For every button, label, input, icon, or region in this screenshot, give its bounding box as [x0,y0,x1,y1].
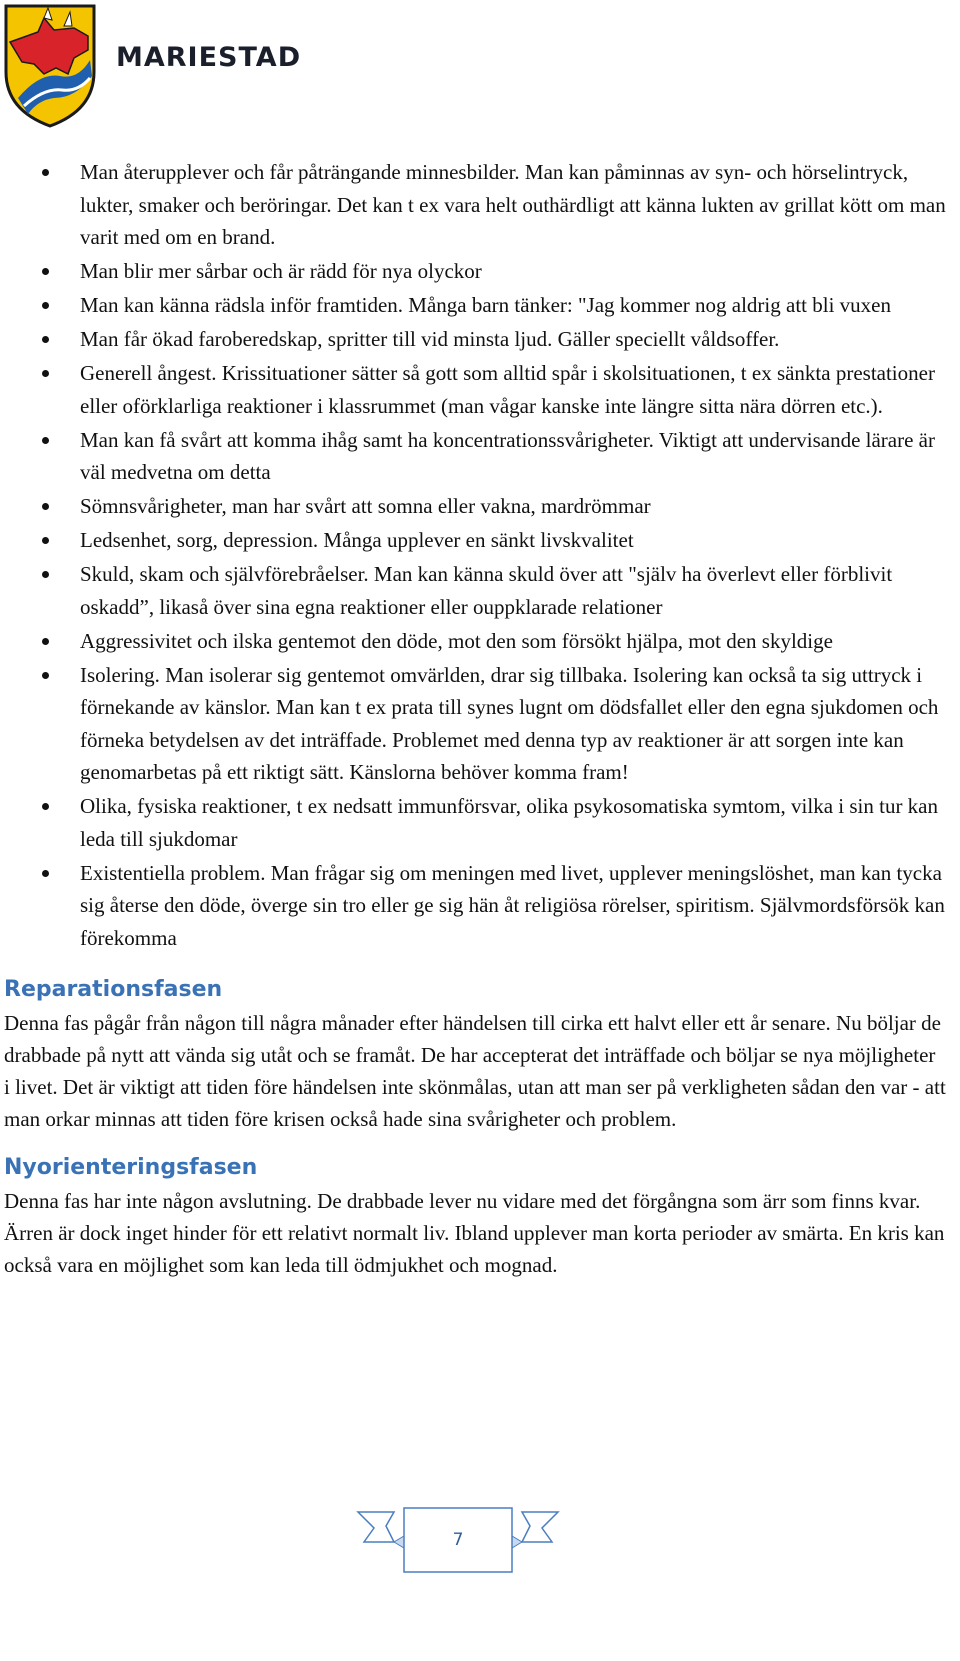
bullet-icon [42,302,49,309]
bullet-icon [42,672,49,679]
list-item-text: Aggressivitet och ilska gentemot den döde, mot den som försökt hjälpa, mot den skyldige [80,628,833,653]
list-item [4,289,956,322]
list-item [4,490,956,523]
section-heading-reparationsfasen: Reparationsfasen [4,977,223,1002]
list-item-text: Man blir mer sårbar och är rädd för nya olyckor [80,259,482,283]
list-item [4,255,956,288]
bullet-icon [42,638,49,645]
page-footer [356,1506,560,1578]
list-item-text: Ledsenhet, sorg, depression. Många upplever en sänkt livskvalitet [80,528,634,552]
list-item [4,323,956,356]
bullet-icon [42,268,49,275]
list-item-text: Sömnsvårigheter, man har svårt att somna eller vakna, mardrömmar [80,494,651,518]
bullet-icon [42,870,49,877]
list-item-text: Generell ångest. Krissituationer sätter så gott som alltid spår i skolsituationen, t ex sänkta prestationer eller oförklarliga reaktioner i klassrummet (man vågar kanske inte längre sitta nära dörren etc.). [80,361,935,418]
page-number: 7 [452,1530,464,1550]
section-heading-nyorienteringsfasen: Nyorienteringsfasen [4,1155,258,1180]
bullet-icon [42,803,49,810]
section-body-reparationsfasen: Denna fas pågår från någon till några månader efter händelsen till cirka ett halvt eller ett år senare. Nu böljar de drabbade på nytt att vända sig utåt och se framåt. De har accepterat det inträffade och böljar se nya möjligheter i livet. Det är viktigt att tiden före händelsen inte skönmålas, utan att man ser på verkligheten sådan den var - att man orkar minnas att tiden före krisen också hade sina svårigheter och problem. [4,1011,946,1131]
list-item-text: Olika, fysiska reaktioner, t ex nedsatt immunförsvar, olika psykosomatiska symtom, vilka i sin tur kan leda till sjukdomar [80,794,939,851]
list-item-text: Man får ökad faroberedskap, spritter till vid minsta ljud. Gäller speciellt våldsoffer. [80,327,780,351]
list-item [4,357,956,422]
list-item [4,524,956,557]
list-item-text: Skuld, skam och självförebråelser. Man kan känna skuld över att "själv ha överlevt eller förblivit oskadd”, likaså över sina egna reaktioner eller ouppklarade relationer [80,562,893,619]
page-header [4,2,304,132]
list-item [4,857,956,955]
list-item-text: Man kan få svårt att komma ihåg samt ha koncentrationssvårigheter. Viktigt att undervisande lärare är väl medvetna om detta [80,427,935,484]
list-item-text: Isolering. Man isolerar sig gentemot omvärlden, drar sig tillbaka. Isolering kan också ta sig uttryck i förnekande av känslor. Man kan t ex prata till synes lugnt om dödsfallet eller den egna sjukdomen och förneka betydelsen av det inträffade. Problemet med denna typ av reaktioner är att sorgen inte kan genomarbetas på ett riktigt sätt. Känslorna behöver komma fram! [80,662,939,784]
bullet-icon [42,571,49,578]
list-item [4,659,956,789]
mariestad-coat-of-arms-icon [4,2,96,128]
document-body [4,156,956,1281]
list-item [4,424,956,489]
list-item-text: Man kan känna rädsla inför framtiden. Många barn tänker: "Jag kommer nog aldrig att bli vuxen [80,293,891,317]
brand-name: MARIESTAD [116,42,302,73]
list-item [4,558,956,623]
list-item-text: Man återupplever och får påträngande minnesbilder. Man kan påminnas av syn- och hörselintryck, lukter, smaker och beröringar. Det kan t ex vara helt outhärdligt att känna lukten av grillat kött om man varit med om en brand. [80,160,946,249]
bullet-icon [42,169,49,176]
bullet-icon [42,336,49,343]
list-item [4,156,956,254]
reaction-list [4,156,956,954]
bullet-icon [42,503,49,510]
bullet-icon [42,537,49,544]
list-item [4,625,956,658]
list-item-text: Existentiella problem. Man frågar sig om meningen med livet, upplever meningslöshet, man kan tycka sig återse den döde, överge sin tro eller ge sig hän åt religiösa rörelser, spiritism. Självmordsförsök kan förekomma [80,860,945,950]
list-item [4,790,956,855]
section-body-nyorienteringsfasen: Denna fas har inte någon avslutning. De drabbade lever nu vidare med det förgångna som ärr som finns kvar. Ärren är dock inget hinder för ett relativt normalt liv. Ibland upplever man korta perioder av smärta. En kris kan också vara en möjlighet som kan leda till ödmjukhet och mognad. [4,1189,945,1277]
bullet-icon [42,437,49,444]
bullet-icon [42,370,49,377]
